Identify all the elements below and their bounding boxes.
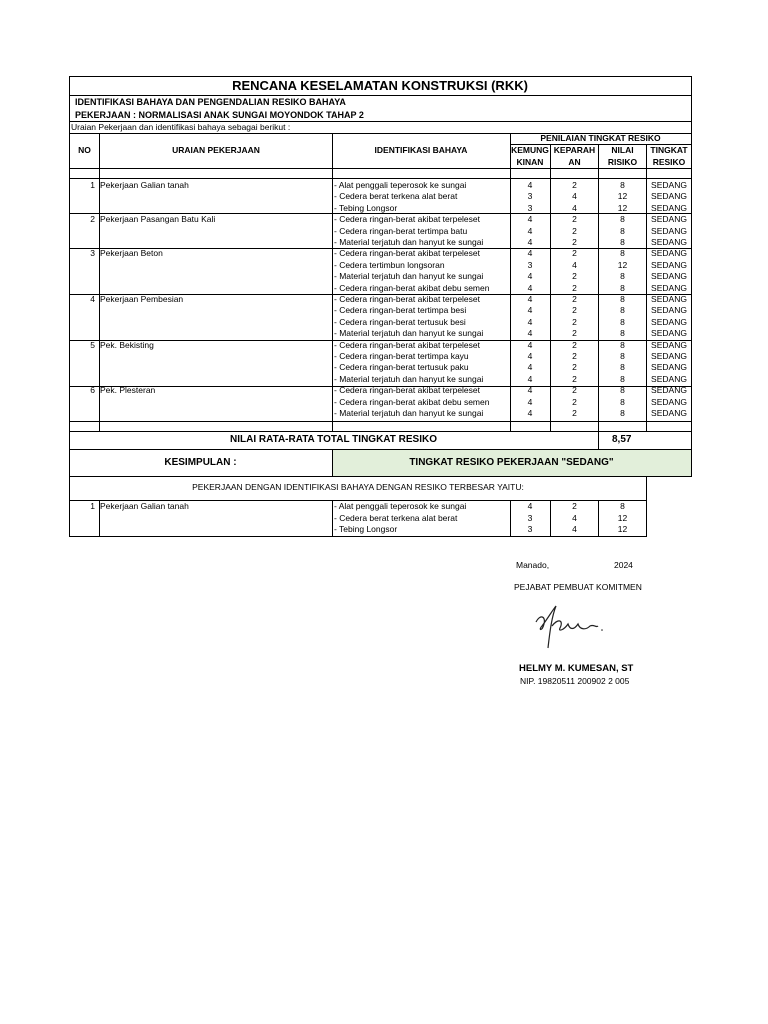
- highest-row-hazard: - Tebing Longsor: [334, 524, 398, 535]
- row-risk-level: SEDANG: [651, 214, 687, 225]
- row-risk-value: 8: [620, 248, 625, 259]
- row-risk-value: 8: [620, 294, 625, 304]
- handwritten-signature: [530, 600, 610, 652]
- row-likelihood: 4: [527, 237, 533, 247]
- row-risk-value: 12: [617, 202, 628, 213]
- row-risk-level: SEDANG: [651, 316, 687, 327]
- row-hazard: - Cedera ringan-berat tertimpa batu: [334, 225, 468, 236]
- highest-row-likelihood: 3: [527, 512, 533, 523]
- subtitle-project: PEKERJAAN : NORMALISASI ANAK SUNGAI MOYONDOK TAHAP 2: [75, 110, 364, 120]
- row-severity: 2: [572, 339, 577, 350]
- row-hazard: - Tebing Longsor: [334, 202, 398, 213]
- header-assessment: PENILAIAN TINGKAT RESIKO: [540, 133, 661, 143]
- row-risk-value: 8: [620, 180, 625, 190]
- header-no: NO: [78, 145, 91, 155]
- row-risk-value: 8: [620, 351, 625, 361]
- row-risk-value: 8: [620, 271, 625, 282]
- row-hazard: - Cedera ringan-berat akibat terpeleset: [334, 214, 480, 225]
- row-risk-level: SEDANG: [651, 339, 687, 350]
- row-risk-level: SEDANG: [651, 362, 687, 373]
- intro-text: Uraian Pekerjaan dan identifikasi bahaya sebagai berikut :: [71, 122, 291, 132]
- row-work-item: Pekerjaan Pasangan Batu Kali: [100, 214, 216, 225]
- row-risk-value: 8: [620, 362, 625, 373]
- subtitle-hazard-identification: IDENTIFIKASI BAHAYA DAN PENGENDALIAN RESIKO BAHAYA: [75, 97, 346, 107]
- signature-year: 2024: [614, 560, 633, 570]
- header-risk-level-2: RESIKO: [652, 157, 686, 167]
- row-severity: 2: [572, 305, 577, 316]
- header-severity-1: KEPARAH: [553, 145, 596, 155]
- row-severity: 2: [572, 408, 577, 418]
- row-hazard: - Cedera ringan-berat akibat terpeleset: [334, 385, 480, 396]
- row-number: 3: [90, 248, 95, 259]
- highest-row-severity: 4: [572, 512, 577, 523]
- highest-row-hazard: - Alat penggali teperosok ke sungai: [334, 501, 467, 511]
- row-hazard: - Material terjatuh dan hanyut ke sungai: [334, 271, 484, 282]
- row-risk-level: SEDANG: [651, 385, 687, 396]
- row-risk-level: SEDANG: [651, 271, 687, 282]
- row-severity: 4: [572, 191, 577, 202]
- row-severity: 2: [572, 180, 577, 190]
- row-risk-value: 8: [620, 328, 625, 339]
- row-risk-value: 8: [620, 396, 625, 407]
- highest-row-risk-value: 12: [617, 512, 628, 523]
- row-risk-level: SEDANG: [651, 202, 687, 213]
- row-hazard: - Material terjatuh dan hanyut ke sungai: [334, 373, 484, 384]
- row-hazard: - Cedera ringan-berat akibat terpeleset: [334, 248, 480, 259]
- row-likelihood: 4: [527, 294, 533, 304]
- row-risk-level: SEDANG: [651, 180, 687, 190]
- row-hazard: - Cedera berat terkena alat berat: [334, 191, 458, 202]
- row-hazard: - Cedera ringan-berat akibat debu semen: [334, 396, 490, 407]
- signatory-name: HELMY M. KUMESAN, ST: [519, 663, 634, 674]
- row-likelihood: 4: [527, 316, 533, 327]
- row-severity: 2: [572, 385, 577, 396]
- row-risk-value: 12: [617, 259, 628, 270]
- page-title: RENCANA KESELAMATAN KONSTRUKSI (RKK): [232, 78, 528, 93]
- row-hazard: - Cedera ringan-berat tertusuk paku: [334, 362, 469, 373]
- row-risk-value: 8: [620, 305, 625, 316]
- row-likelihood: 4: [527, 328, 533, 339]
- row-hazard: - Cedera ringan-berat tertusuk besi: [334, 316, 466, 327]
- signatory-nip: NIP. 19820511 200902 2 005: [520, 676, 630, 686]
- signature-place: Manado,: [516, 560, 550, 570]
- highest-row-severity: 4: [572, 524, 577, 535]
- row-hazard: - Material terjatuh dan hanyut ke sungai: [334, 237, 484, 247]
- signature-position: PEJABAT PEMBUAT KOMITMEN: [514, 582, 642, 592]
- row-severity: 2: [572, 396, 577, 407]
- average-risk-label: NILAI RATA-RATA TOTAL TINGKAT RESIKO: [229, 434, 438, 445]
- row-likelihood: 4: [527, 248, 533, 259]
- highest-row-hazard: - Cedera berat terkena alat berat: [334, 512, 458, 523]
- row-risk-level: SEDANG: [651, 225, 687, 236]
- highest-row-risk-value: 8: [620, 501, 625, 511]
- row-hazard: - Material terjatuh dan hanyut ke sungai: [334, 408, 484, 418]
- header-hazard: IDENTIFIKASI BAHAYA: [374, 145, 468, 155]
- highest-risk-label: PEKERJAAN DENGAN IDENTIFIKASI BAHAYA DENGAN RESIKO TERBESAR YAITU:: [192, 482, 524, 492]
- header-risk-value-1: NILAI: [611, 145, 634, 155]
- row-risk-value: 8: [620, 225, 625, 236]
- highest-row-likelihood: 4: [527, 501, 533, 511]
- row-work-item: Pek. Plesteran: [100, 385, 156, 396]
- row-likelihood: 4: [527, 396, 533, 407]
- row-work-item: Pekerjaan Beton: [100, 248, 163, 259]
- header-likelihood-2: KINAN: [516, 157, 544, 167]
- row-risk-level: SEDANG: [651, 408, 687, 418]
- row-likelihood: 4: [527, 271, 533, 282]
- highest-row-likelihood: 3: [527, 524, 533, 535]
- row-severity: 2: [572, 351, 577, 361]
- header-likelihood-1: KEMUNG: [511, 145, 549, 155]
- row-risk-value: 8: [620, 408, 625, 418]
- row-risk-value: 8: [620, 237, 625, 247]
- row-hazard: - Cedera tertimbun longsoran: [334, 259, 445, 270]
- row-risk-value: 8: [620, 385, 625, 396]
- row-number: 4: [90, 294, 95, 304]
- highest-row-risk-value: 12: [617, 524, 628, 535]
- row-risk-value: 8: [620, 282, 625, 293]
- row-severity: 2: [572, 225, 577, 236]
- row-likelihood: 4: [527, 385, 533, 396]
- row-hazard: - Alat penggali teperosok ke sungai: [334, 180, 467, 190]
- row-severity: 2: [572, 214, 577, 225]
- row-severity: 2: [572, 237, 577, 247]
- row-likelihood: 3: [527, 191, 533, 202]
- row-hazard: - Cedera ringan-berat tertimpa kayu: [334, 351, 469, 361]
- row-number: 6: [90, 385, 95, 396]
- row-likelihood: 4: [527, 282, 533, 293]
- row-work-item: Pek. Bekisting: [100, 339, 154, 350]
- highest-row-number: 1: [90, 501, 95, 511]
- row-likelihood: 4: [527, 225, 533, 236]
- row-number: 5: [90, 339, 95, 350]
- row-risk-level: SEDANG: [651, 351, 687, 361]
- row-risk-value: 8: [620, 214, 625, 225]
- row-hazard: - Material terjatuh dan hanyut ke sungai: [334, 328, 484, 339]
- row-severity: 2: [572, 328, 577, 339]
- row-hazard: - Cedera ringan-berat akibat debu semen: [334, 282, 490, 293]
- highest-row-severity: 2: [572, 501, 577, 511]
- header-risk-level-1: TINGKAT: [650, 145, 688, 155]
- row-risk-level: SEDANG: [651, 294, 687, 304]
- row-number: 1: [90, 180, 95, 190]
- row-likelihood: 4: [527, 373, 533, 384]
- average-risk-value: 8,57: [612, 434, 632, 445]
- row-number: 2: [90, 214, 95, 225]
- row-risk-level: SEDANG: [651, 282, 687, 293]
- row-likelihood: 4: [527, 351, 533, 361]
- row-likelihood: 3: [527, 202, 533, 213]
- row-severity: 2: [572, 316, 577, 327]
- row-risk-value: 8: [620, 339, 625, 350]
- row-severity: 2: [572, 294, 577, 304]
- conclusion-value: TINGKAT RESIKO PEKERJAAN "SEDANG": [409, 457, 614, 468]
- row-likelihood: 4: [527, 408, 533, 418]
- row-risk-level: SEDANG: [651, 259, 687, 270]
- header-risk-value-2: RISIKO: [607, 157, 638, 167]
- header-work: URAIAN PEKERJAAN: [172, 145, 260, 155]
- row-severity: 2: [572, 271, 577, 282]
- row-severity: 2: [572, 248, 577, 259]
- row-work-item: Pekerjaan Pembesian: [100, 294, 184, 304]
- highest-row-work-item: Pekerjaan Galian tanah: [100, 501, 189, 511]
- row-hazard: - Cedera ringan-berat akibat terpeleset: [334, 339, 480, 350]
- row-risk-level: SEDANG: [651, 237, 687, 247]
- header-severity-2: AN: [568, 157, 581, 167]
- row-severity: 2: [572, 282, 577, 293]
- row-risk-level: SEDANG: [651, 305, 687, 316]
- row-risk-level: SEDANG: [651, 248, 687, 259]
- row-likelihood: 4: [527, 180, 533, 190]
- row-likelihood: 3: [527, 259, 533, 270]
- row-severity: 4: [572, 259, 577, 270]
- row-risk-level: SEDANG: [651, 396, 687, 407]
- row-work-item: Pekerjaan Galian tanah: [100, 180, 189, 190]
- row-likelihood: 4: [527, 305, 533, 316]
- row-severity: 2: [572, 362, 577, 373]
- row-likelihood: 4: [527, 362, 533, 373]
- row-likelihood: 4: [527, 214, 533, 225]
- row-risk-level: SEDANG: [651, 373, 687, 384]
- row-risk-value: 12: [617, 191, 628, 202]
- row-risk-level: SEDANG: [651, 191, 687, 202]
- row-risk-level: SEDANG: [651, 328, 687, 339]
- row-risk-value: 8: [620, 316, 625, 327]
- conclusion-label: KESIMPULAN :: [164, 457, 237, 468]
- row-hazard: - Cedera ringan-berat tertimpa besi: [334, 305, 467, 316]
- row-hazard: - Cedera ringan-berat akibat terpeleset: [334, 294, 480, 304]
- row-severity: 4: [572, 202, 577, 213]
- row-severity: 2: [572, 373, 577, 384]
- row-risk-value: 8: [620, 373, 625, 384]
- row-likelihood: 4: [527, 339, 533, 350]
